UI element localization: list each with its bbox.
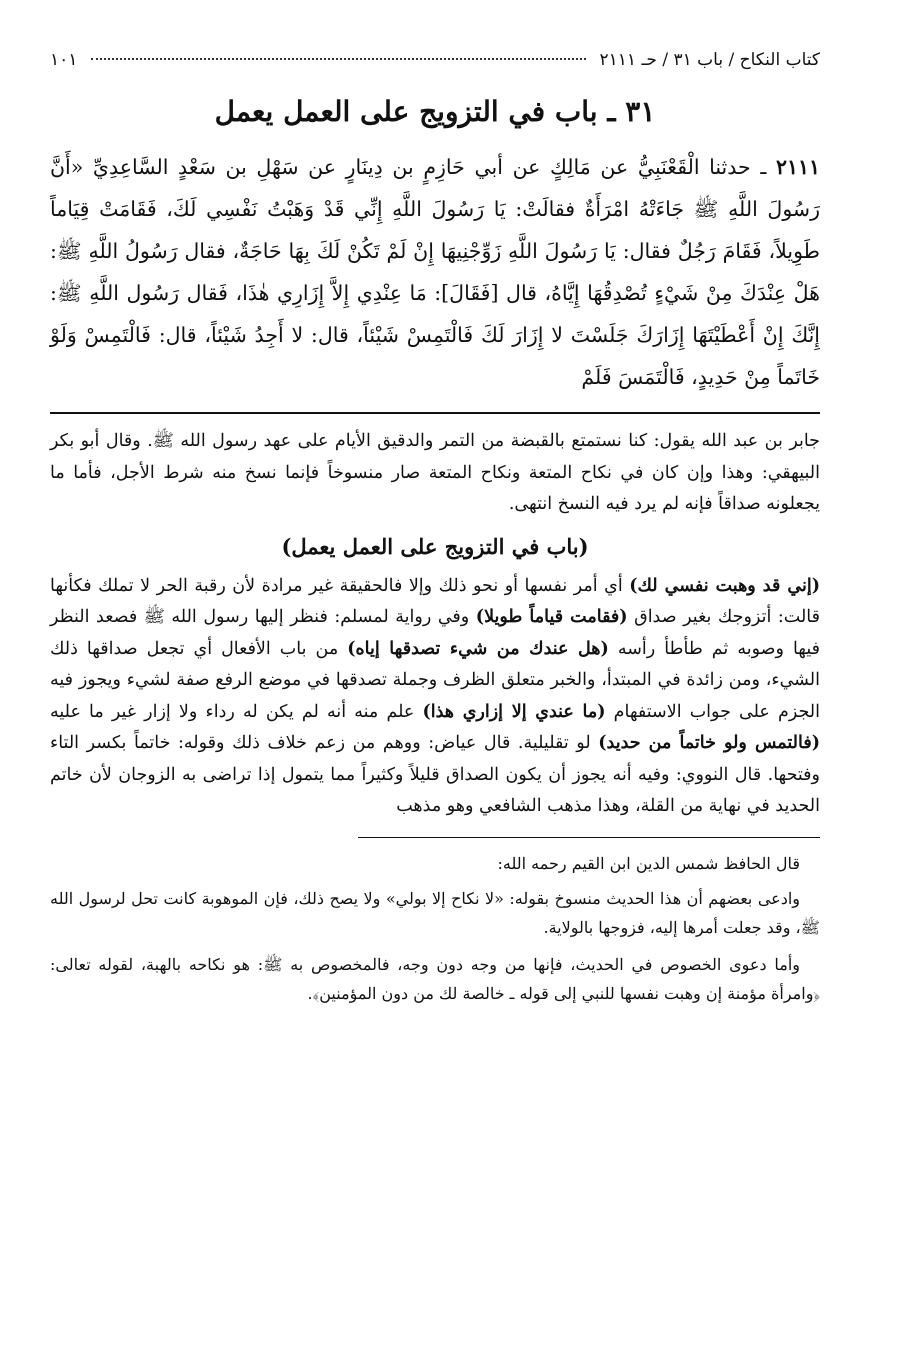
header-dot-leader — [91, 58, 585, 60]
footnote-heading: قال الحافظ شمس الدين ابن القيم رحمه الله: — [497, 853, 800, 873]
chapter-title: ٣١ ـ باب في التزويج على العمل يعمل — [214, 95, 656, 128]
commentary-quote: (إني قد وهبت نفسي لك) — [629, 575, 820, 596]
commentary-chapter-heading: (باب في التزويج على العمل يعمل) — [281, 533, 589, 559]
footnote-paragraph: وأما دعوى الخصوص في الحديث، فإنها من وجه دون وجه، فالمخصوص به ﷺ: هو نكاحه بالهبة، لقوله تعالى: ﴿وامرأة مؤمنة إن وهبت نفسها للنبي إلى قوله ـ خالصة لك من دون المؤمنين﴾. — [50, 954, 820, 1003]
commentary-quote: (هل عندك من شيء تصدقها إياه) — [347, 638, 609, 659]
hadith-body: ـ حدثنا الْقَعْنَبِيُّ عن مَالِكٍ عن أبي حَازِمٍ بن دِينَارٍ عن سَهْلِ بن سَعْدٍ السَّاعِدِيِّ «أَنَّ رَسُولَ اللَّهِ ﷺ جَاءَتْهُ امْرَأَةٌ فقالَتْ: يَا رَسُولَ اللَّهِ إِنِّي قَدْ وَهَبْتُ نَفْسِي لَكَ، فَقَامَتْ قِيَاماً طَوِيلاً، فَقَامَ رَجُلٌ فقال: يَا رَسُولَ اللَّهِ زَوِّجْنِيهَا إِنْ لَمْ تَكُنْ لَكَ بِهَا حَاجَةٌ، فقال رَسُولُ اللَّهِ ﷺ: هَلْ عِنْدَكَ مِنْ شَيْءٍ تُصْدِقُهَا إِيَّاهُ، قال [فَقَالَ]: مَا عِنْدِي إِلاَّ إِزَارِي هٰذَا، فَقال رَسُول اللَّهِ ﷺ: إِنَّكَ إِنْ أَعْطَيْتَهَا إِزَارَكَ جَلَسْتَ لا إِزَارَ لَكَ فَالْتَمِسْ شَيْئاً، قال: لا أَجِدُ شَيْئاً، قال: فَالْتَمِسْ وَلَوْ خَاتَماً مِنْ حَدِيدٍ، فَالْتَمَسَ فَلَمْ — [50, 155, 820, 389]
commentary-quote: (ما عندي إلا إزاري هذا) — [422, 701, 606, 722]
hadith-number: ٢١١١ — [775, 155, 820, 179]
commentary-body — [50, 571, 820, 823]
hadith-text — [50, 146, 820, 398]
commentary-quote: (فقامت قياماً طويلا) — [475, 607, 628, 627]
commentary-text: لو تقليلية. قال عياض: ووهم من زعم خلاف ذلك وقوله: خاتماً بكسر التاء وفتحها. قال النووي: وفيه أنه يجوز أن يكون الصداق قليلاً وكثيراً مما يتمول إذا تراضى به الزوجان لأن خاتم الحديد في نهاية من القلة، وهذا مذهب الشافعي وهو مذهب — [50, 733, 820, 816]
commentary-text: وفي رواية لمسلم: فنظر إليها رسول الله ﷺ فصعد النظر فيها وصوبه ثم طأطأ رأسه — [50, 607, 820, 659]
running-header — [50, 50, 820, 80]
running-header-title: كتاب النكاح / باب ٣١ / حـ ٢١١١ — [599, 50, 820, 70]
footnote-divider — [358, 837, 820, 838]
commentary-continuation: جابر بن عبد الله يقول: كنا نستمتع بالقبضة من التمر والدقيق الأيام على عهد رسول الله ﷺ. وقال أبو بكر البيهقي: وهذا وإن كان في نكاح المتعة ونكاح المتعة صار منسوخاً فإنما نسخ منه شرط الأجل، فأما ما يجعلونه صداقاً فإنه لم يرد فيه النسخ انتهى. — [50, 431, 820, 514]
commentary-text: أي أمر نفسها أو نحو ذلك وإلا فالحقيقة غير مرادة لأن رقبة الحر لا تملك فكأنها قالت: أتزوجك بغير صداق — [50, 575, 820, 627]
page-number: ١٠١ — [50, 50, 78, 70]
commentary-text: من باب الأفعال أي تجعل صداقها ذلك الشيء، ومن زائدة في المبتدأ، والخبر متعلق الظرف وجملة تصدقها في موضع الرفع صفة لشيء ويجوز فيه الجزم على جواب الاستفهام — [50, 638, 821, 722]
footnote-paragraph: وادعى بعضهم أن هذا الحديث منسوخ بقوله: «لا نكاح إلا بولي» ولا يصح ذلك، فإن الموهوبة كانت تحل لرسول الله ﷺ، وقد جعلت أمرها إليه، فزوجها بالولاية. — [50, 888, 820, 937]
commentary-quote: (فالتمس ولو خاتماً من حديد) — [598, 733, 820, 753]
commentary-text: علم منه أنه لم يكن له رداء ولا إزار غير ما عليه — [50, 701, 423, 722]
main-divider — [50, 412, 820, 414]
book-page — [50, 50, 820, 1016]
